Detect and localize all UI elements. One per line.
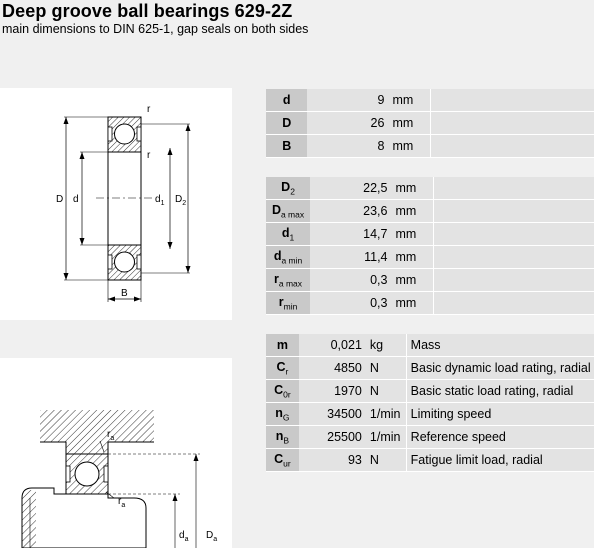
label-ra-bottom: $r_a$ [118, 496, 126, 509]
spec-row [266, 200, 594, 223]
spec-symbol-main: B [282, 139, 292, 153]
spec-description: Mass [406, 334, 594, 357]
spec-symbol-main: n [275, 405, 283, 420]
label-d: d [73, 194, 79, 205]
spec-unit: mm [392, 269, 433, 292]
spec-value: 0,021 [299, 334, 366, 357]
spec-description: Fatigue limit load, radial [406, 449, 594, 472]
label-D2: $D_2$ [175, 194, 187, 207]
spec-unit: 1/min [366, 426, 406, 449]
spec-unit: mm [388, 89, 430, 112]
label-d1: $d_1$ [155, 194, 165, 207]
spec-row [266, 292, 594, 315]
spec-value: 26 [307, 112, 388, 135]
spec-unit: mm [392, 246, 433, 269]
spec-value: 14,7 [310, 223, 391, 246]
spec-row [266, 334, 594, 357]
spec-row [266, 112, 594, 135]
abutment-drawing [0, 358, 232, 548]
spec-row [266, 246, 594, 269]
spec-symbol-subscript: 0r [283, 389, 291, 400]
spec-symbol-subscript: G [282, 412, 290, 423]
spec-symbol [266, 112, 307, 135]
spec-symbol-subscript: 1 [289, 232, 295, 243]
page-title: Deep groove ball bearings 629-2Z [2, 1, 293, 21]
spec-row [266, 135, 594, 158]
spec-value: 22,5 [310, 177, 391, 200]
properties-table [266, 334, 594, 472]
spec-row [266, 426, 594, 449]
spec-value: 8 [307, 135, 388, 158]
spec-unit: mm [392, 200, 433, 223]
spec-symbol-main: C [276, 359, 286, 374]
spec-symbol-main: r [274, 271, 279, 286]
spec-description: Reference speed [406, 426, 594, 449]
spec-unit: mm [388, 112, 430, 135]
spec-symbol-main: d [273, 248, 282, 263]
spec-unit: mm [392, 292, 433, 315]
spec-description: Limiting speed [406, 403, 594, 426]
spec-symbol-subscript: B [283, 435, 290, 446]
spec-symbol [266, 292, 310, 315]
spec-description-empty [433, 246, 594, 269]
spec-symbol [266, 200, 310, 223]
spec-symbol [266, 177, 310, 200]
spec-symbol-subscript: a max [280, 209, 305, 220]
spec-unit: mm [388, 135, 430, 158]
spec-value: 0,3 [310, 269, 391, 292]
spec-unit: N [366, 357, 406, 380]
label-B: B [121, 288, 128, 299]
spec-description-empty [430, 135, 594, 158]
page-subtitle: main dimensions to DIN 625-1, gap seals on both sides [2, 22, 309, 36]
spec-unit: kg [366, 334, 406, 357]
spec-symbol [266, 223, 310, 246]
spec-row [266, 177, 594, 200]
spec-symbol [266, 334, 299, 357]
spec-symbol-main: r [278, 294, 284, 309]
spec-symbol-main: D [271, 202, 281, 217]
spec-symbol [266, 135, 307, 158]
spec-value: 0,3 [310, 292, 391, 315]
spec-symbol [266, 357, 299, 380]
spec-row [266, 403, 594, 426]
spec-symbol [266, 89, 307, 112]
spec-value: 9 [307, 89, 388, 112]
spec-description-empty [430, 89, 594, 112]
spec-symbol-subscript: 2 [290, 186, 295, 197]
other-dimensions-table [266, 177, 594, 315]
spec-row [266, 357, 594, 380]
spec-description-empty [433, 223, 594, 246]
spec-unit: mm [392, 177, 433, 200]
label-Da: $D_a$ [206, 530, 218, 543]
label-D: D [56, 194, 64, 205]
spec-unit: N [366, 380, 406, 403]
spec-description-empty [433, 269, 594, 292]
spec-symbol [266, 449, 299, 472]
spec-row [266, 89, 594, 112]
spec-unit: mm [392, 223, 433, 246]
spec-row [266, 380, 594, 403]
spec-row [266, 223, 594, 246]
spec-symbol [266, 269, 310, 292]
spec-symbol-main: d [282, 93, 291, 107]
spec-symbol-subscript: a min [281, 255, 303, 266]
spec-symbol-subscript: ur [283, 458, 291, 469]
label-ra-top: $r_a$ [107, 429, 115, 442]
main-dimensions-table [266, 89, 594, 158]
spec-value: 25500 [299, 426, 366, 449]
spec-description: Basic dynamic load rating, radial [406, 357, 594, 380]
spec-symbol-main: C [274, 451, 284, 466]
spec-description-empty [433, 177, 594, 200]
spec-value: 34500 [299, 403, 366, 426]
spec-value: 93 [299, 449, 366, 472]
spec-description-empty [433, 292, 594, 315]
spec-symbol-main: m [276, 338, 288, 352]
spec-value: 11,4 [310, 246, 391, 269]
spec-symbol-main: D [282, 116, 292, 130]
spec-symbol-main: n [275, 428, 284, 443]
spec-value: 4850 [299, 357, 366, 380]
spec-symbol-main: C [274, 382, 284, 397]
spec-description-empty [430, 112, 594, 135]
label-da: $d_a$ [179, 530, 189, 543]
spec-symbol-main: d [281, 225, 290, 240]
spec-unit: 1/min [366, 403, 406, 426]
spec-symbol-subscript: a max [278, 278, 303, 289]
spec-description: Basic static load rating, radial [406, 380, 594, 403]
spec-value: 1970 [299, 380, 366, 403]
label-r-mid: r [147, 150, 151, 161]
spec-symbol [266, 426, 299, 449]
spec-value: 23,6 [310, 200, 391, 223]
spec-symbol-main: D [281, 179, 291, 194]
spec-row [266, 269, 594, 292]
spec-description-empty [433, 200, 594, 223]
label-r-top: r [147, 104, 151, 115]
spec-symbol-subscript: min [283, 301, 298, 312]
spec-row [266, 449, 594, 472]
spec-symbol [266, 246, 310, 269]
bearing-section-drawing [0, 88, 232, 320]
spec-symbol [266, 403, 299, 426]
spec-unit: N [366, 449, 406, 472]
spec-symbol [266, 380, 299, 403]
spec-symbol-subscript: r [285, 366, 289, 377]
